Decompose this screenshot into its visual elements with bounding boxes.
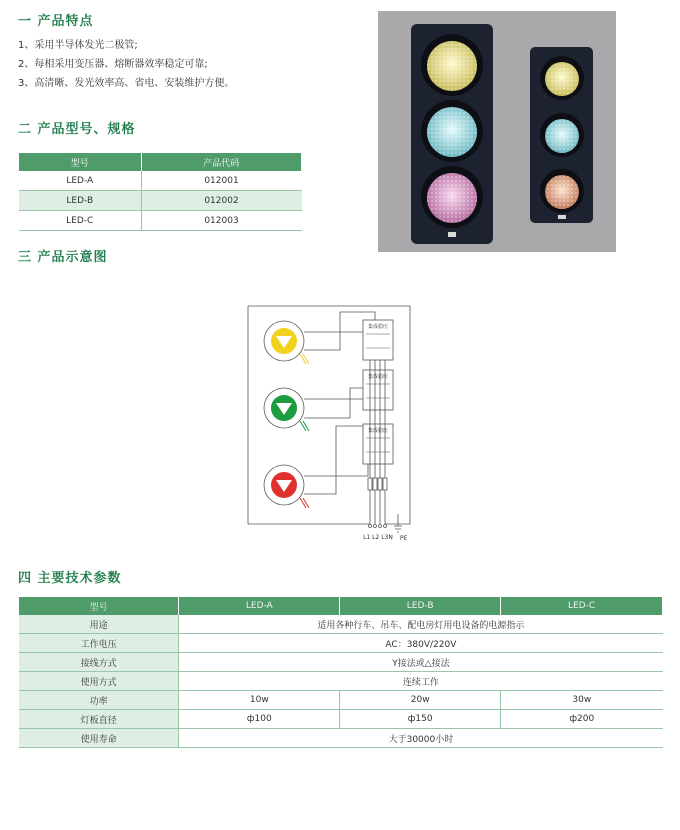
row-label: 工作电压 <box>19 634 179 653</box>
cell-code: 012003 <box>141 211 301 231</box>
header-led-c: LED-C <box>501 597 663 615</box>
module-label: 集成稳压 <box>367 374 389 380</box>
table-row <box>19 171 302 191</box>
cell-model: LED-B <box>19 191 141 211</box>
wiring-diagram <box>240 298 420 546</box>
header-led-b: LED-B <box>340 597 501 615</box>
section-title-parameters: 四 主要技术参数 <box>18 571 122 586</box>
row-label: 功率 <box>19 691 179 710</box>
product-photo <box>378 11 616 252</box>
row-value: ф150 <box>340 710 501 729</box>
row-value: ф200 <box>501 710 663 729</box>
row-value: 连续工作 <box>179 672 663 691</box>
table-row <box>19 672 663 691</box>
table-row <box>19 634 663 653</box>
cell-code: 012002 <box>141 191 301 211</box>
section-title-features: 一 产品特点 <box>18 14 94 29</box>
row-label: 接线方式 <box>19 653 179 672</box>
row-value: AC：380V/220V <box>179 634 663 653</box>
row-value: 10w <box>179 691 340 710</box>
feature-item: 1、采用半导体发光二极管; <box>18 40 138 51</box>
header-model: 型号 <box>19 597 179 615</box>
row-value: Y接法或△接法 <box>179 653 663 672</box>
row-value: 大于30000小时 <box>179 729 663 748</box>
table-row <box>19 615 663 634</box>
module-label: 集成稳压 <box>367 324 389 330</box>
row-value: 适用各种行车、吊车、配电房灯用电设备的电源指示 <box>179 615 663 634</box>
row-label: 灯板直径 <box>19 710 179 729</box>
section-title-diagram: 三 产品示意图 <box>18 250 108 265</box>
module-label: 集成稳压 <box>367 428 389 434</box>
feature-item: 3、高清晰、发光效率高、省电、安装维护方便。 <box>18 78 235 89</box>
green-led-symbol <box>271 395 297 421</box>
table-row <box>19 729 663 748</box>
row-label: 使用寿命 <box>19 729 179 748</box>
table-row <box>19 653 663 672</box>
phase-labels: L1 L2 L3N <box>363 534 393 541</box>
table-row <box>19 191 302 211</box>
cell-model: LED-A <box>19 171 141 191</box>
header-model: 型号 <box>19 153 141 171</box>
table-row <box>19 710 663 729</box>
model-spec-table <box>19 153 302 231</box>
table-row <box>19 691 663 710</box>
feature-item: 2、每相采用变压器、熔断器效率稳定可靠; <box>18 59 208 70</box>
red-led-symbol <box>271 472 297 498</box>
pe-label: PE <box>400 535 408 542</box>
header-code: 产品代码 <box>141 153 301 171</box>
cell-model: LED-C <box>19 211 141 231</box>
table-row <box>19 211 302 231</box>
row-value: ф100 <box>179 710 340 729</box>
row-value: 20w <box>340 691 501 710</box>
section-title-models: 二 产品型号、规格 <box>18 122 136 137</box>
technical-parameter-table <box>19 597 663 748</box>
row-label: 使用方式 <box>19 672 179 691</box>
yellow-led-symbol <box>271 328 297 354</box>
table-header-row <box>19 597 663 615</box>
table-header-row <box>19 153 302 171</box>
cell-code: 012001 <box>141 171 301 191</box>
header-led-a: LED-A <box>179 597 340 615</box>
row-label: 用途 <box>19 615 179 634</box>
product-photo-graphic <box>378 11 616 252</box>
row-value: 30w <box>501 691 663 710</box>
